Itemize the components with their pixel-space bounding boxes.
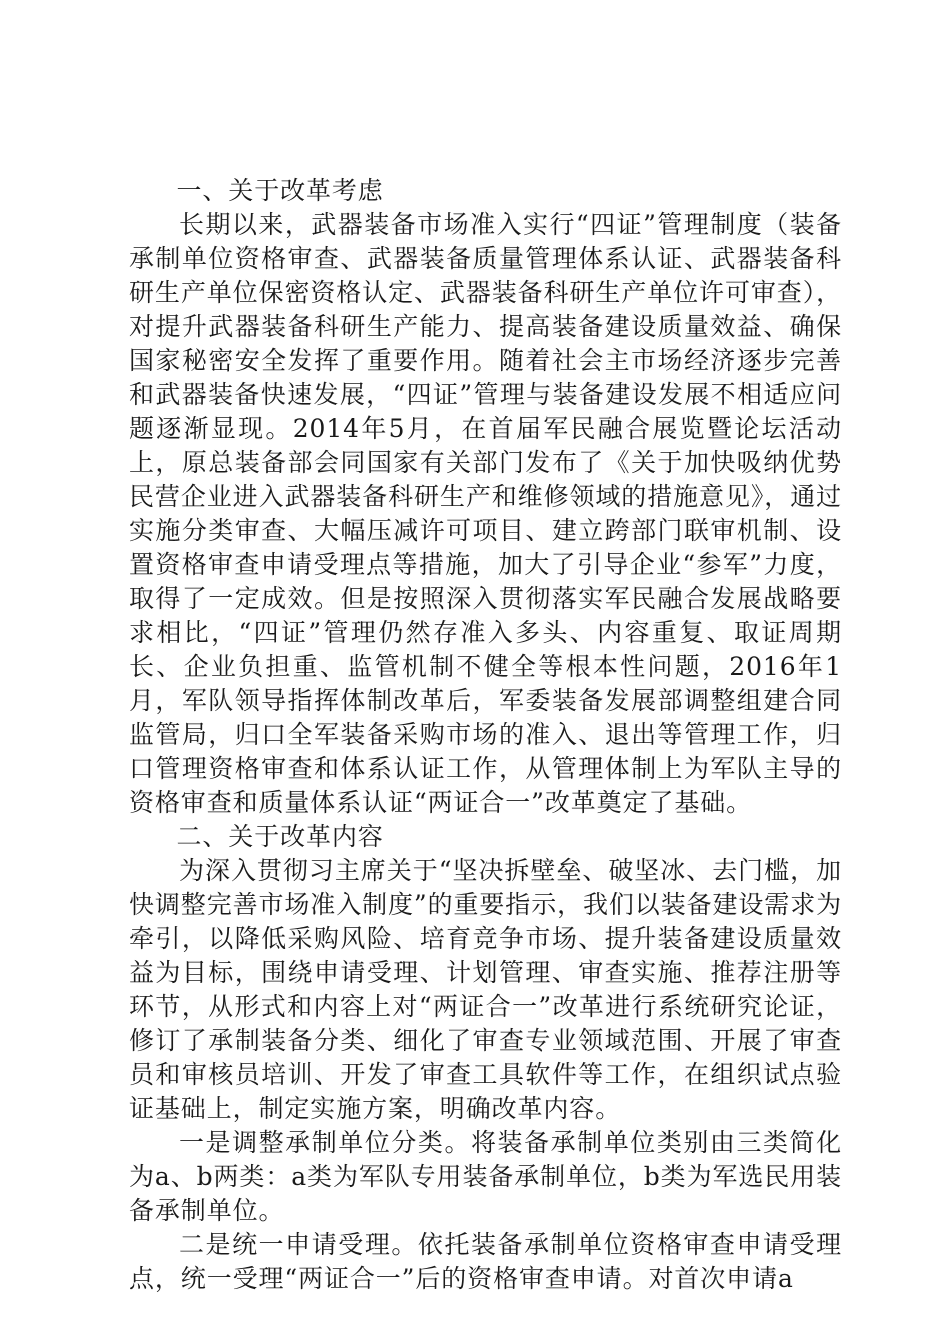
paragraph-unified-application: 二是统一申请受理。依托装备承制单位资格审查申请受理点，统一受理“两证合一”后的资格审查申请。对首次申请a xyxy=(129,1230,842,1293)
section-heading-reform-content: 二、关于改革内容 xyxy=(176,822,384,851)
paragraph-unit-classification: 一是调整承制单位分类。将装备承制单位类别由三类简化为a、b两类：a类为军队专用装备承制单位，b类为军选民用装备承制单位。 xyxy=(129,1128,842,1225)
document-body xyxy=(129,174,842,1296)
paragraph-reform-overview: 为深入贯彻习主席关于“坚决拆壁垒、破坚冰、去门槛，加快调整完善市场准入制度”的重要指示，我们以装备建设需求为牵引，以降低采购风险、培育竞争市场、提升装备建设质量效益为目标，围绕申请受理、计划管理、审查实施、推荐注册等环节，从形式和内容上对“两证合一”改革进行系统研究论证，修订了承制装备分类、细化了审查专业领域范围、开展了审查员和审核员培训、开发了审查工具软件等工作，在组织试点验证基础上，制定实施方案，明确改革内容。 xyxy=(129,856,842,1123)
paragraph-four-certificates-background: 长期以来，武器装备市场准入实行“四证”管理制度（装备承制单位资格审查、武器装备质量管理体系认证、武器装备科研生产单位保密资格认定、武器装备科研生产单位许可审查），对提升武器装备科研生产能力、提高装备建设质量效益、确保国家秘密安全发挥了重要作用。随着社会主市场经济逐步完善和武器装备快速发展，“四证”管理与装备建设发展不相适应问题逐渐显现。2014年5月，在首届军民融合展览暨论坛活动上，原总装备部会同国家有关部门发布了《关于加快吸纳优势民营企业进入武器装备科研生产和维修领域的措施意见》，通过实施分类审查、大幅压减许可项目、建立跨部门联审机制、设置资格审查申请受理点等措施，加大了引导企业“参军”力度，取得了一定成效。但是按照深入贯彻落实军民融合发展战略要求相比，“四证”管理仍然存准入多头、内容重复、取证周期长、企业负担重、监管机制不健全等根本性问题，2016年1月，军队领导指挥体制改革后，军委装备发展部调整组建合同监管局，归口全军装备采购市场的准入、退出等管理工作，归口管理资格审查和体系认证工作，从管理体制上为军队主导的资格审查和质量体系认证“两证合一”改革奠定了基础。 xyxy=(129,210,842,817)
section-heading-reform-considerations: 一、关于改革考虑 xyxy=(176,176,384,205)
